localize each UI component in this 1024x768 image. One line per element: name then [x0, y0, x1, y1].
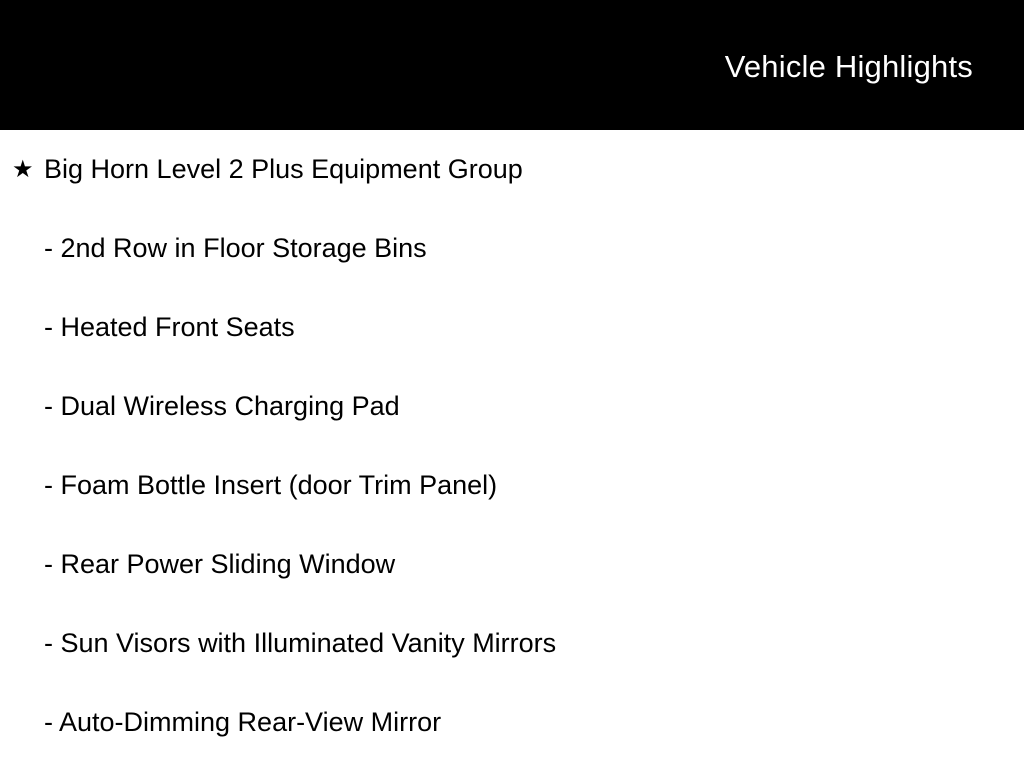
star-icon: ★ — [12, 155, 34, 183]
list-item — [0, 209, 1024, 288]
page-title: Vehicle Highlights — [724, 49, 973, 84]
list-item — [0, 367, 1024, 446]
list-item-label: - Heated Front Seats — [44, 312, 295, 342]
list-item — [0, 288, 1024, 367]
header-bar — [0, 0, 1024, 130]
list-item — [0, 683, 1024, 762]
list-item — [0, 604, 1024, 683]
list-item-label: - Sun Visors with Illuminated Vanity Mirrors — [44, 628, 557, 658]
list-item-label: - 2nd Row in Floor Storage Bins — [44, 233, 427, 263]
equipment-group-heading — [0, 130, 1024, 209]
list-item-label: - Rear Power Sliding Window — [44, 549, 396, 579]
equipment-group-label: Big Horn Level 2 Plus Equipment Group — [44, 154, 523, 184]
highlights-list — [0, 130, 1024, 762]
list-item — [0, 446, 1024, 525]
list-item — [0, 525, 1024, 604]
list-item-label: - Foam Bottle Insert (door Trim Panel) — [44, 470, 498, 500]
list-item-label: - Dual Wireless Charging Pad — [44, 391, 400, 421]
list-item-label: - Auto-Dimming Rear-View Mirror — [44, 707, 442, 737]
